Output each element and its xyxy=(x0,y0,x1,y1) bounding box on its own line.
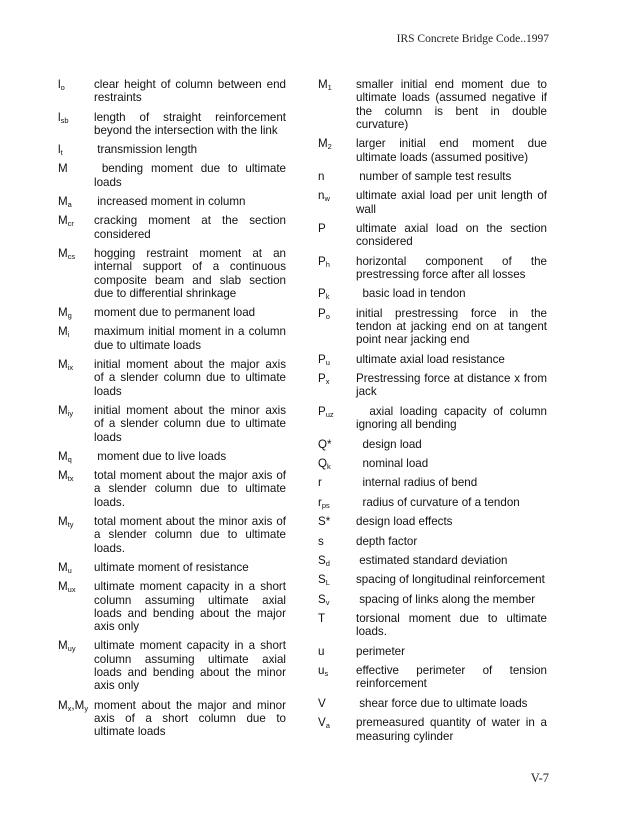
notation-entry xyxy=(318,697,547,710)
symbol-subscript: s xyxy=(324,669,329,679)
notation-description: increased moment in column xyxy=(94,195,246,209)
notation-description: ultimate axial load per unit length of wall xyxy=(356,189,551,216)
notation-description: initial moment about the major axis of a slender column due to ultimate loads xyxy=(94,358,290,398)
notation-entry xyxy=(318,593,547,606)
notation-symbol xyxy=(318,255,356,268)
notation-description: smaller initial end moment due to ultimate loads (assumed negative if the column is bent in double curvature) xyxy=(356,78,551,131)
symbol-base: s xyxy=(318,534,324,548)
notation-symbol xyxy=(318,307,356,320)
symbol-subscript: sb xyxy=(60,115,69,125)
symbol-subscript: x xyxy=(325,377,330,387)
notation-symbol xyxy=(318,716,356,729)
notation-symbol xyxy=(318,554,356,567)
notation-entry xyxy=(58,143,286,156)
notation-symbol xyxy=(58,195,94,208)
notation-entry xyxy=(58,698,290,739)
notation-description: moment about the major and minor axis of a short column due to ultimate loads xyxy=(94,698,290,739)
symbol-subscript: cr xyxy=(67,219,74,229)
symbol-base: P xyxy=(318,404,326,418)
symbol-base: n xyxy=(318,189,325,203)
symbol-base: M xyxy=(58,698,68,712)
notation-description: moment due to live loads xyxy=(94,449,227,463)
notation-entry xyxy=(58,580,290,634)
notation-description: Prestressing force at distance x from jack xyxy=(356,372,551,399)
notation-entry xyxy=(58,403,290,444)
notation-entry xyxy=(318,287,547,300)
symbol-subscript: ux xyxy=(67,585,76,595)
symbol-subscript: cs xyxy=(67,251,76,261)
notation-symbol xyxy=(58,78,94,91)
symbol-subscript: uz xyxy=(325,409,334,419)
symbol-base: M xyxy=(58,515,68,529)
notation-description: estimated standard deviation xyxy=(356,553,508,567)
symbol-base: S* xyxy=(318,515,331,529)
notation-entry xyxy=(318,137,551,164)
symbol-base: l xyxy=(58,110,61,124)
notation-entry xyxy=(318,554,547,567)
notation-description: basic load in tendon xyxy=(356,287,466,301)
symbol-subscript: u xyxy=(67,565,72,575)
symbol-subscript: a xyxy=(67,200,72,210)
notation-description: ultimate axial load on the section considered xyxy=(356,222,551,249)
notation-description: shear force due to ultimate loads xyxy=(356,696,528,710)
symbol-subscript: a xyxy=(325,721,330,731)
notation-entry xyxy=(318,372,551,399)
notation-symbol xyxy=(58,143,94,156)
running-header: IRS Concrete Bridge Code..1997 xyxy=(396,33,549,45)
symbol-base: M xyxy=(58,580,68,594)
symbol-subscript: o xyxy=(325,311,330,321)
notation-entry xyxy=(318,189,551,216)
notation-symbol xyxy=(318,664,356,677)
notation-entry xyxy=(318,664,551,691)
symbol-base: S xyxy=(318,553,326,567)
symbol-base: P xyxy=(318,372,326,386)
symbol-base: M xyxy=(58,560,68,574)
symbol-subscript: w xyxy=(324,194,330,204)
notation-description: total moment about the minor axis of a slender column due to ultimate loads. xyxy=(94,515,290,555)
symbol-base: M xyxy=(58,469,68,483)
symbol-base: M xyxy=(58,449,68,463)
notation-column-right xyxy=(318,78,551,749)
notation-entry xyxy=(58,306,286,319)
symbol-base: M xyxy=(58,403,68,417)
symbol-base: M xyxy=(58,358,68,372)
notation-symbol xyxy=(58,247,94,260)
notation-symbol xyxy=(58,639,94,652)
notation-symbol xyxy=(58,699,94,712)
notation-description: axial loading capacity of column ignoring all bending xyxy=(356,404,551,432)
notation-description: larger initial end moment due ultimate loads (assumed positive) xyxy=(356,137,551,164)
symbol-base: M xyxy=(58,246,68,260)
symbol-subscript: L xyxy=(325,578,330,588)
notation-entry xyxy=(318,496,547,509)
symbol-base: M xyxy=(58,214,68,228)
symbol-base: M xyxy=(58,325,68,339)
symbol-base: V xyxy=(318,716,326,730)
symbol-subscript: uy xyxy=(67,644,76,654)
notation-symbol xyxy=(318,573,356,586)
notation-description: spacing of longitudinal reinforcement xyxy=(356,573,545,587)
notation-entry xyxy=(318,573,547,586)
notation-description: ultimate moment capacity in a short column assuming ultimate axial loads and bending about the minor axis only xyxy=(94,639,290,693)
notation-symbol xyxy=(58,580,94,593)
notation-description: horizontal component of the prestressing force after all losses xyxy=(356,254,551,282)
notation-entry xyxy=(58,561,286,574)
notation-symbol xyxy=(318,457,356,470)
notation-description: premeasured quantity of water in a measuring cylinder xyxy=(356,716,551,743)
notation-entry xyxy=(318,716,551,743)
symbol-base: u xyxy=(318,644,325,658)
symbol-base: Q* xyxy=(318,437,332,451)
symbol-base: r xyxy=(318,495,322,509)
symbol-base: P xyxy=(318,352,326,366)
symbol-subscript: 2 xyxy=(327,142,332,152)
notation-symbol xyxy=(58,162,94,175)
notation-entry xyxy=(58,639,290,693)
notation-description: design load xyxy=(356,437,422,451)
symbol-subscript: ty xyxy=(67,520,74,530)
symbol-subscript: o xyxy=(60,83,65,92)
symbol-subscript: t xyxy=(60,148,63,158)
symbol-base: S xyxy=(318,573,326,587)
notation-symbol xyxy=(58,214,94,227)
notation-entry xyxy=(318,222,551,249)
notation-symbol xyxy=(318,645,356,658)
notation-entry xyxy=(58,214,290,241)
symbol-subscript: 1 xyxy=(327,83,332,92)
notation-description: moment due to permanent load xyxy=(94,306,256,320)
notation-description: internal radius of bend xyxy=(356,476,478,490)
notation-column-left xyxy=(58,78,290,744)
notation-symbol xyxy=(318,612,356,625)
notation-symbol xyxy=(58,111,94,124)
notation-symbol xyxy=(58,306,94,319)
symbol-base: M xyxy=(58,639,68,653)
symbol-base: P xyxy=(318,254,326,268)
notation-description: design load effects xyxy=(356,515,453,529)
notation-symbol xyxy=(58,469,94,482)
notation-entry xyxy=(318,306,551,347)
symbol-base: M xyxy=(318,78,328,91)
notation-symbol xyxy=(58,325,94,338)
symbol-base: ,M xyxy=(71,698,85,712)
symbol-base: l xyxy=(58,78,61,91)
notation-entry xyxy=(58,195,286,208)
notation-symbol xyxy=(58,358,94,371)
symbol-subscript: d xyxy=(325,558,330,568)
notation-symbol xyxy=(318,535,356,548)
notation-symbol xyxy=(318,137,356,150)
symbol-subscript: x xyxy=(67,703,72,713)
symbol-subscript: q xyxy=(67,454,72,464)
notation-entry xyxy=(58,450,286,463)
notation-symbol xyxy=(318,697,356,710)
notation-description: initial prestressing force in the tendon at jacking end on at tangent point near jacking end xyxy=(356,306,551,347)
notation-description: perimeter xyxy=(356,644,405,658)
notation-entry xyxy=(318,476,547,489)
notation-symbol xyxy=(58,515,94,528)
notation-description: initial moment about the minor axis of a slender column due to ultimate loads xyxy=(94,403,290,444)
notation-entry xyxy=(318,254,551,282)
symbol-subscript: v xyxy=(325,597,330,607)
symbol-base: P xyxy=(318,287,326,301)
page-number: V-7 xyxy=(530,771,549,785)
notation-description: ultimate moment of resistance xyxy=(94,560,249,574)
notation-description: ultimate axial load resistance xyxy=(356,352,505,366)
symbol-subscript: i xyxy=(67,330,70,340)
notation-entry xyxy=(318,404,551,432)
notation-entry xyxy=(318,645,547,658)
notation-symbol xyxy=(318,222,356,235)
notation-description: nominal load xyxy=(356,456,429,470)
notation-description: clear height of column between end restraints xyxy=(94,78,290,105)
symbol-base: M xyxy=(58,162,68,176)
notation-description: length of straight reinforcement beyond the intersection with the link xyxy=(94,110,290,137)
symbol-base: u xyxy=(318,664,325,678)
symbol-subscript: u xyxy=(325,357,330,367)
notation-description: total moment about the major axis of a slender column due to ultimate loads. xyxy=(94,469,290,509)
notation-entry xyxy=(318,170,547,183)
notation-entry xyxy=(318,457,547,470)
notation-symbol xyxy=(318,515,356,528)
notation-description: depth factor xyxy=(356,534,418,548)
notation-symbol xyxy=(58,450,94,463)
symbol-subscript: ps xyxy=(321,500,330,510)
notation-symbol xyxy=(318,496,356,509)
notation-entry xyxy=(58,325,290,352)
symbol-base: P xyxy=(318,306,326,320)
symbol-subscript: y xyxy=(84,703,89,713)
notation-entry xyxy=(318,353,547,366)
notation-description: spacing of links along the member xyxy=(356,592,536,606)
symbol-base: n xyxy=(318,169,325,183)
notation-symbol xyxy=(318,189,356,202)
notation-entry xyxy=(318,438,547,451)
symbol-base: M xyxy=(58,195,68,209)
notation-description: cracking moment at the section considered xyxy=(94,214,290,241)
notation-description: torsional moment due to ultimate loads. xyxy=(356,612,551,639)
notation-entry xyxy=(318,78,551,131)
notation-entry xyxy=(318,612,551,639)
notation-symbol xyxy=(318,287,356,300)
notation-entry xyxy=(58,78,290,105)
symbol-base: l xyxy=(58,143,61,157)
notation-symbol xyxy=(58,404,94,417)
symbol-base: M xyxy=(318,137,328,151)
symbol-base: Q xyxy=(318,456,328,470)
notation-symbol xyxy=(318,170,356,183)
notation-entry xyxy=(58,110,290,138)
notation-description: maximum initial moment in a column due to ultimate loads xyxy=(94,325,290,352)
notation-symbol xyxy=(318,372,356,385)
notation-description: radius of curvature of a tendon xyxy=(356,495,520,509)
notation-symbol xyxy=(318,438,356,451)
symbol-base: V xyxy=(318,696,326,710)
notation-description: ultimate moment capacity in a short column assuming ultimate axial loads and bending about the major axis only xyxy=(94,580,290,634)
notation-entry xyxy=(58,246,290,300)
notation-symbol xyxy=(318,353,356,366)
symbol-subscript: ix xyxy=(67,363,74,373)
notation-entry xyxy=(58,358,290,398)
symbol-base: T xyxy=(318,612,326,626)
symbol-base: S xyxy=(318,592,326,606)
notation-description: bending moment due to ultimate loads xyxy=(94,162,290,189)
symbol-base: M xyxy=(58,306,68,320)
notation-symbol xyxy=(318,476,356,489)
symbol-subscript: tx xyxy=(67,474,74,484)
notation-entry xyxy=(58,515,290,555)
notation-description: number of sample test results xyxy=(356,169,512,183)
notation-description: effective perimeter of tension reinforcement xyxy=(356,664,551,691)
notation-entry xyxy=(58,469,290,509)
notation-entry xyxy=(58,162,290,189)
symbol-subscript: k xyxy=(327,461,331,471)
symbol-base: P xyxy=(318,222,326,236)
notation-entry xyxy=(318,535,547,548)
notation-symbol xyxy=(58,561,94,574)
symbol-subscript: iy xyxy=(67,408,74,418)
symbol-subscript: h xyxy=(325,259,330,269)
notation-symbol xyxy=(318,405,356,418)
notation-symbol xyxy=(318,593,356,606)
symbol-subscript: k xyxy=(325,292,330,302)
symbol-subscript: g xyxy=(67,311,72,321)
notation-description: transmission length xyxy=(94,143,198,157)
symbol-base: r xyxy=(318,476,322,490)
notation-description: hogging restraint moment at an internal support of a continuous composite beam and slab section due to differential shrinkage xyxy=(94,246,290,300)
notation-symbol xyxy=(318,78,356,91)
notation-entry xyxy=(318,515,547,528)
